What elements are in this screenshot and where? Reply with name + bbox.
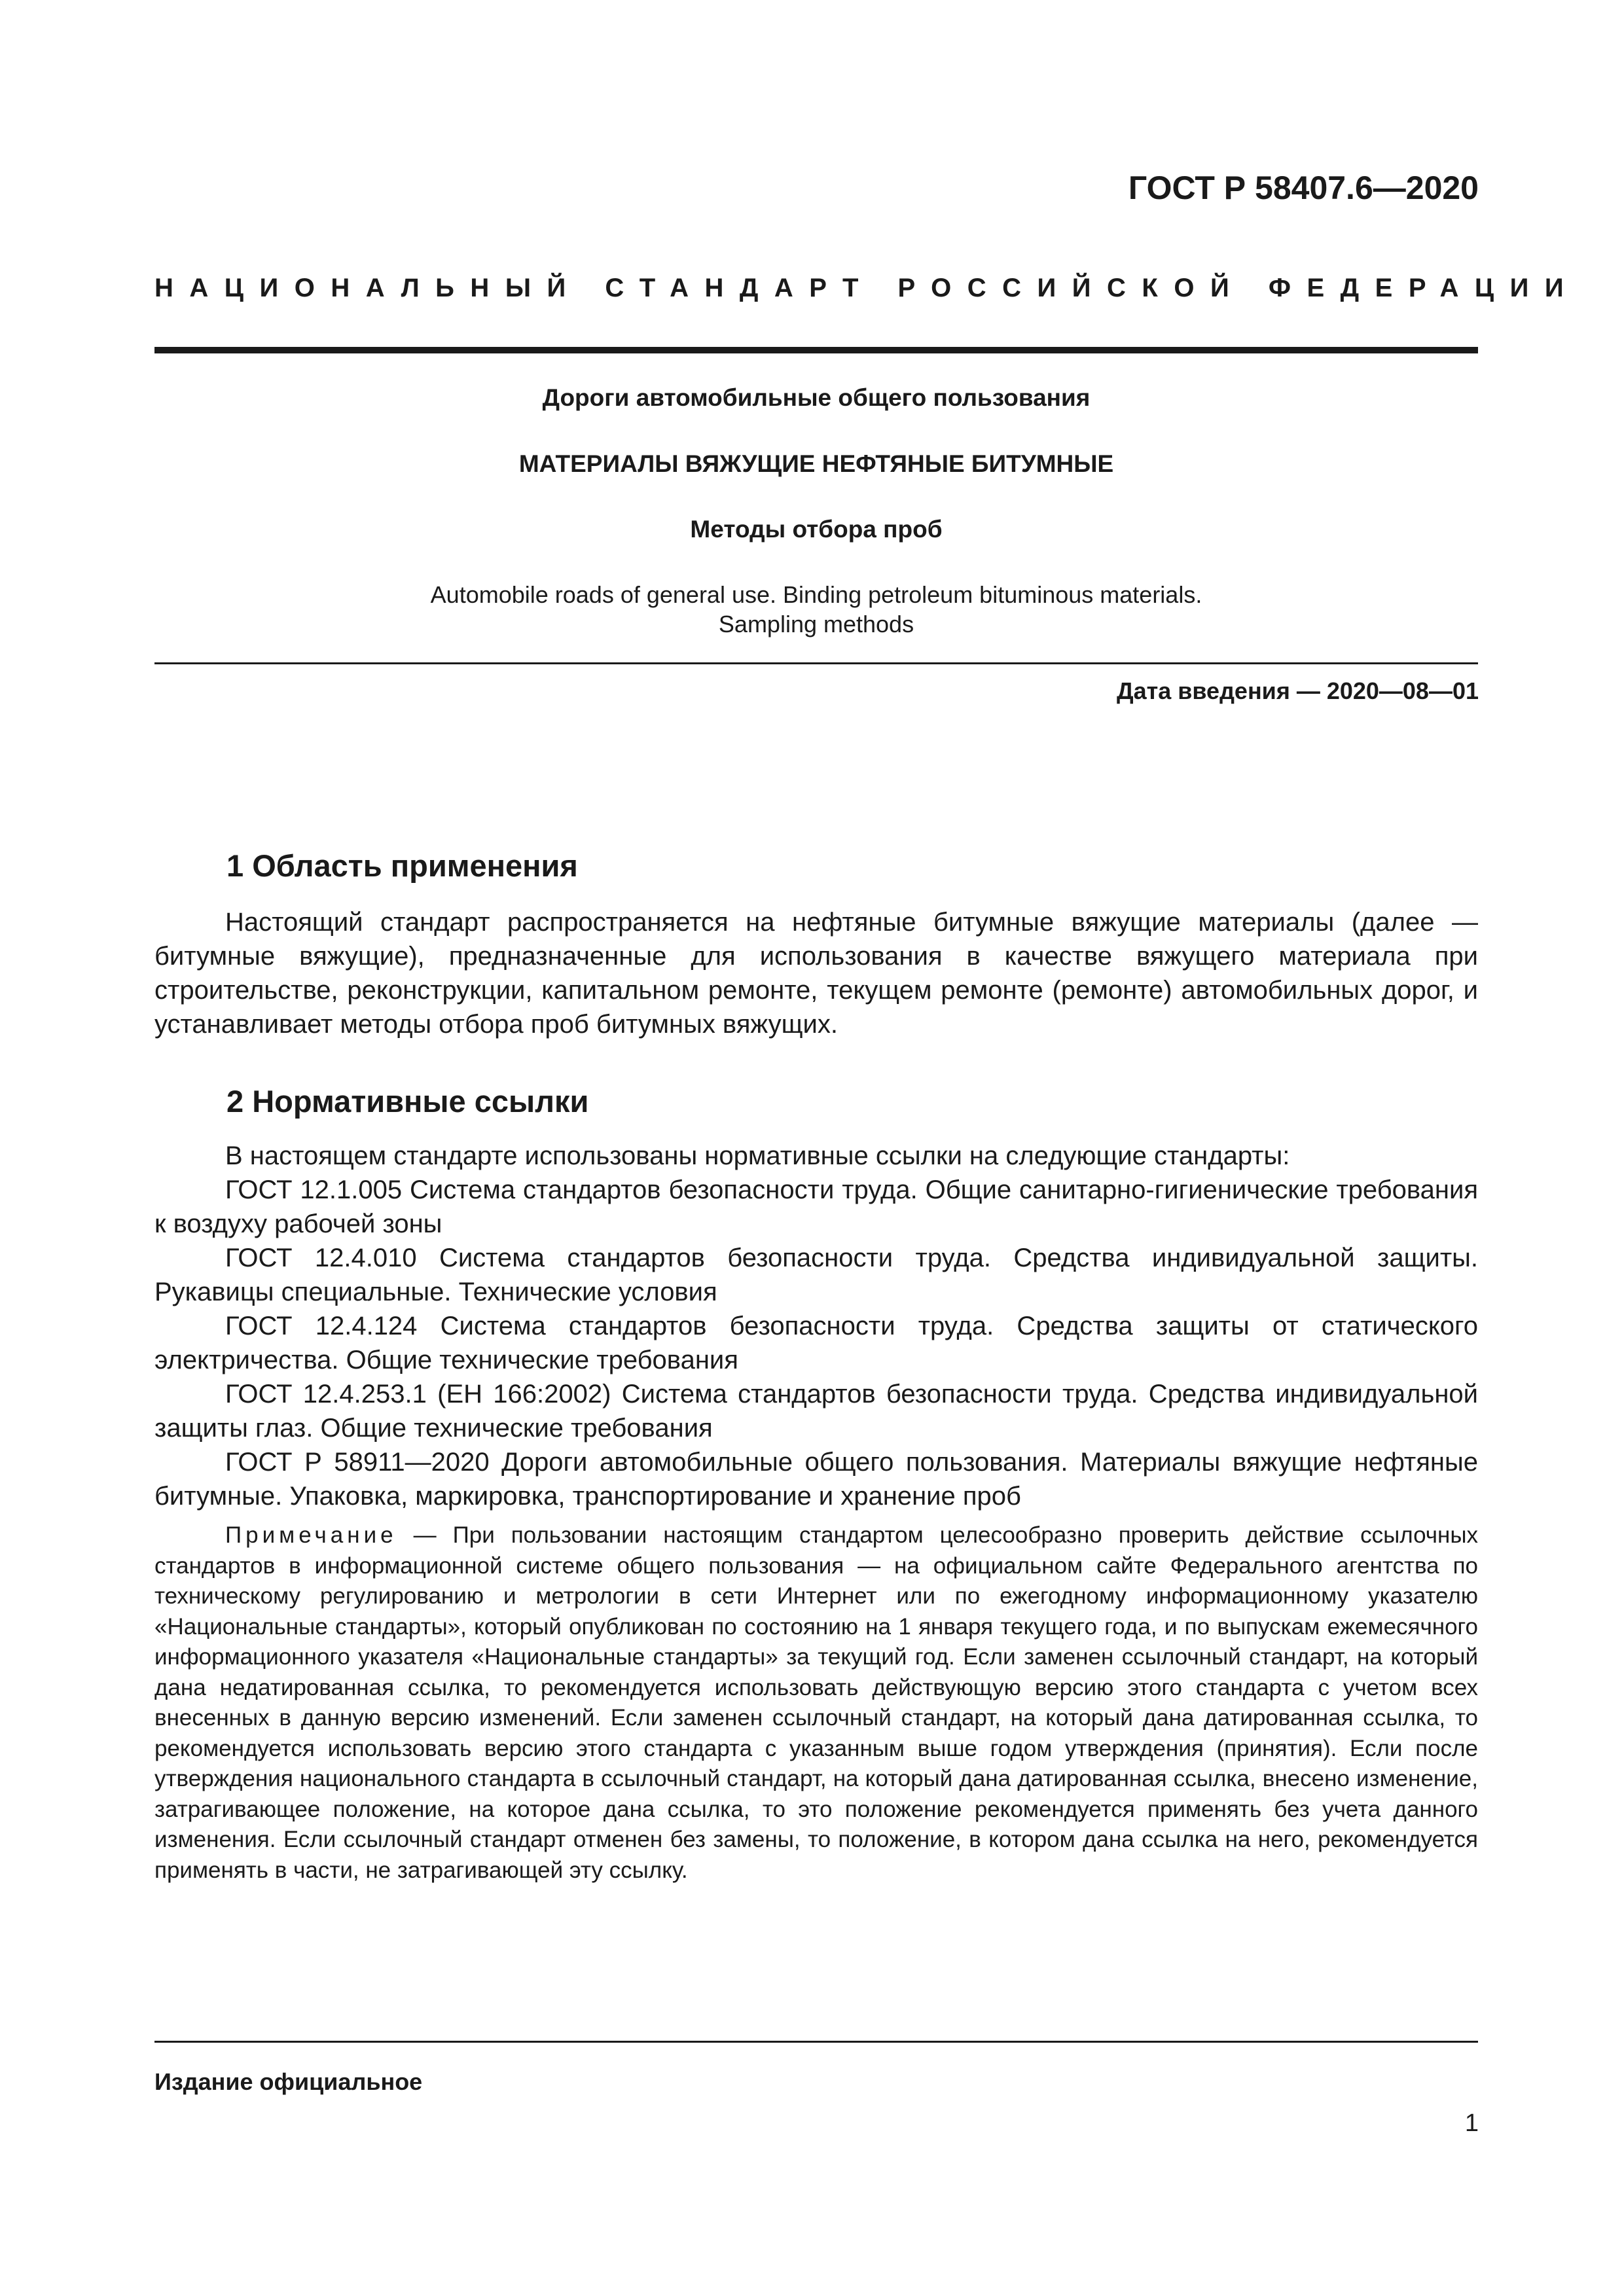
title-methods: Методы отбора проб: [690, 516, 943, 543]
title-english-line2: Sampling methods: [718, 611, 914, 637]
reference-item: ГОСТ Р 58911—2020 Дороги автомобильные общего пользования. Материалы вяжущие нефтяные битумные. Упаковка, маркировка, транспортирование и хранение проб: [154, 1448, 1478, 1511]
introduction-date: Дата введения — 2020—08—01: [1116, 677, 1479, 704]
section-2-body: [154, 1139, 1478, 1513]
header-rule: [154, 347, 1478, 353]
section-1-paragraph: Настоящий стандарт распространяется на нефтяные битумные вяжущие материалы (далее — битумные вяжущие), предназначенные для использования в качестве вяжущего материала при строительстве, реконструкции, капитальном ремонте, текущем ремонте (ремонте) автомобильных дорог, и устанавливает методы отбора проб битумных вяжущих.: [154, 908, 1478, 1039]
section-1-body: [154, 905, 1478, 1041]
section-2-title: 2 Нормативные ссылки: [226, 1084, 589, 1119]
title-roads: Дороги автомобильные общего пользования: [542, 384, 1091, 411]
footer-rule: [154, 2041, 1478, 2043]
note-block: [154, 1520, 1478, 1886]
reference-item: ГОСТ 12.4.010 Система стандартов безопасности труда. Средства индивидуальной защиты. Рукавицы специальные. Технические условия: [154, 1244, 1478, 1306]
title-materials: МАТЕРИАЛЫ ВЯЖУЩИЕ НЕФТЯНЫЕ БИТУМНЫЕ: [518, 450, 1114, 477]
note-text: — При пользовании настоящим стандартом целесообразно проверить действие ссылочных стандартов в информационной системе общего пользования — на официальном сайте Федерального агентства по техническому регулированию и метрологии в сети Интернет или по ежегодному информационному указателю «Национальные стандарты», который опубликован по состоянию на 1 января текущего года, и по выпускам ежемесячного информационного указателя «Национальные стандарты» за текущий год. Если заменен ссылочный стандарт, на который дана недатированная ссылка, то рекомендуется использовать действующую версию этого стандарта с учетом всех внесенных в данную версию изменений. Если заменен ссылочный стандарт, на который дана датированная ссылка, то рекомендуется использовать версию этого стандарта с указанным выше годом утверждения (принятия). Если после утверждения национального стандарта в ссылочный стандарт, на который дана датированная ссылка, внесено изменение, затрагивающее положение, на которое дана ссылка, то это положение рекомендуется применять без учета данного изменения. Если ссылочный стандарт отменен без замены, то положение, в котором дана ссылка на него, рекомендуется применять в части, не затрагивающей эту ссылку.: [154, 1522, 1478, 1883]
note-paragraph: [154, 1520, 1478, 1886]
section-2-intro: В настоящем стандарте использованы нормативные ссылки на следующие стандарты:: [225, 1141, 1290, 1170]
national-standard-heading: НАЦИОНАЛЬНЫЙ СТАНДАРТ РОССИЙСКОЙ ФЕДЕРАЦИИ: [154, 274, 1580, 302]
reference-item: ГОСТ 12.4.253.1 (ЕН 166:2002) Система стандартов безопасности труда. Средства индивидуальной защиты глаз. Общие технические требования: [154, 1380, 1478, 1443]
reference-item: ГОСТ 12.1.005 Система стандартов безопасности труда. Общие санитарно-гигиенические требования к воздуху рабочей зоны: [154, 1175, 1478, 1238]
reference-item: ГОСТ 12.4.124 Система стандартов безопасности труда. Средства защиты от статического электричества. Общие технические требования: [154, 1312, 1478, 1374]
title-rule: [154, 662, 1478, 664]
note-label: Примечание: [225, 1522, 397, 1548]
page-number: 1: [1464, 2109, 1479, 2137]
title-english-line1: Automobile roads of general use. Binding petroleum bituminous materials.: [430, 581, 1202, 608]
standard-code: ГОСТ Р 58407.6—2020: [1128, 170, 1479, 206]
section-1-title: 1 Область применения: [226, 848, 578, 883]
official-edition-label: Издание официальное: [154, 2068, 423, 2095]
